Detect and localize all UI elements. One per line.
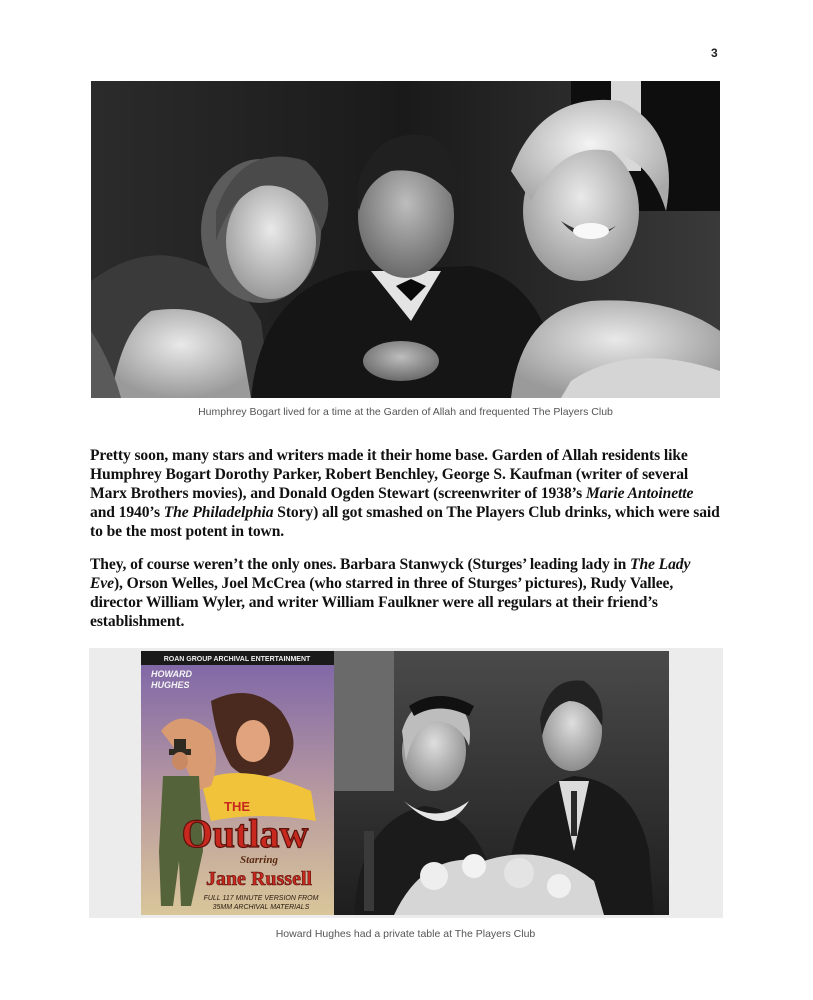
page-number: 3 [711,46,718,60]
poster-title-the: THE [224,799,250,814]
poster-title: Outlaw [181,811,309,856]
paragraph-1-text-a: Pretty soon, many stars and writers made it their home base. Garden of Allah residents like Humphrey Bogart Dorothy Parker, Robert Benchley, George S. Kaufman (writer of several Marx Brothers movies), and Donald Ogden Stewart (screenwriter of 1938’s [90,447,689,502]
poster-note-2: 35MM ARCHIVAL MATERIALS [212,904,310,911]
outlaw-poster [141,651,334,915]
figure2-caption: Howard Hughes had a private table at The Players Club [275,928,536,940]
photo-hughes-table [334,651,669,915]
photo-bogart-group [91,81,720,398]
poster-presenter-1: HOWARD [151,669,192,679]
paragraph-2-text-a: They, of course weren’t the only ones. Barbara Stanwyck (Sturges’ leading lady in [90,556,631,573]
paragraph-1-italic-a: Marie Antoinette [585,485,694,502]
poster-presenter-2: HUGHES [151,680,190,690]
paragraph-2-italic-a: The Lady Eve [90,556,691,592]
paragraph-1 [90,446,720,541]
paragraph-2 [90,555,720,631]
paragraph-1-text-b: and 1940’s [90,504,164,521]
poster-banner: ROAN GROUP ARCHIVAL ENTERTAINMENT [163,656,311,663]
poster-starring: Starring [240,854,278,866]
paragraph-2-text-b: ), Orson Welles, Joel McCrea (who starred in three of Sturges’ pictures), Rudy Vallee, director William Wyler, and writer William Faulkner were all regulars at their friend’s establishment. [90,575,674,630]
figure1-caption: Humphrey Bogart lived for a time at the Garden of Allah and frequented The Players Club [198,406,613,418]
poster-note-1: FULL 117 MINUTE VERSION FROM [203,895,319,902]
poster-star: Jane Russell [205,868,313,890]
paragraph-1-italic-b: The Philadelphia [163,504,274,521]
paragraph-1-text-c: Story) all got smashed on The Players Club drinks, which were said to be the most potent in town. [90,504,720,540]
